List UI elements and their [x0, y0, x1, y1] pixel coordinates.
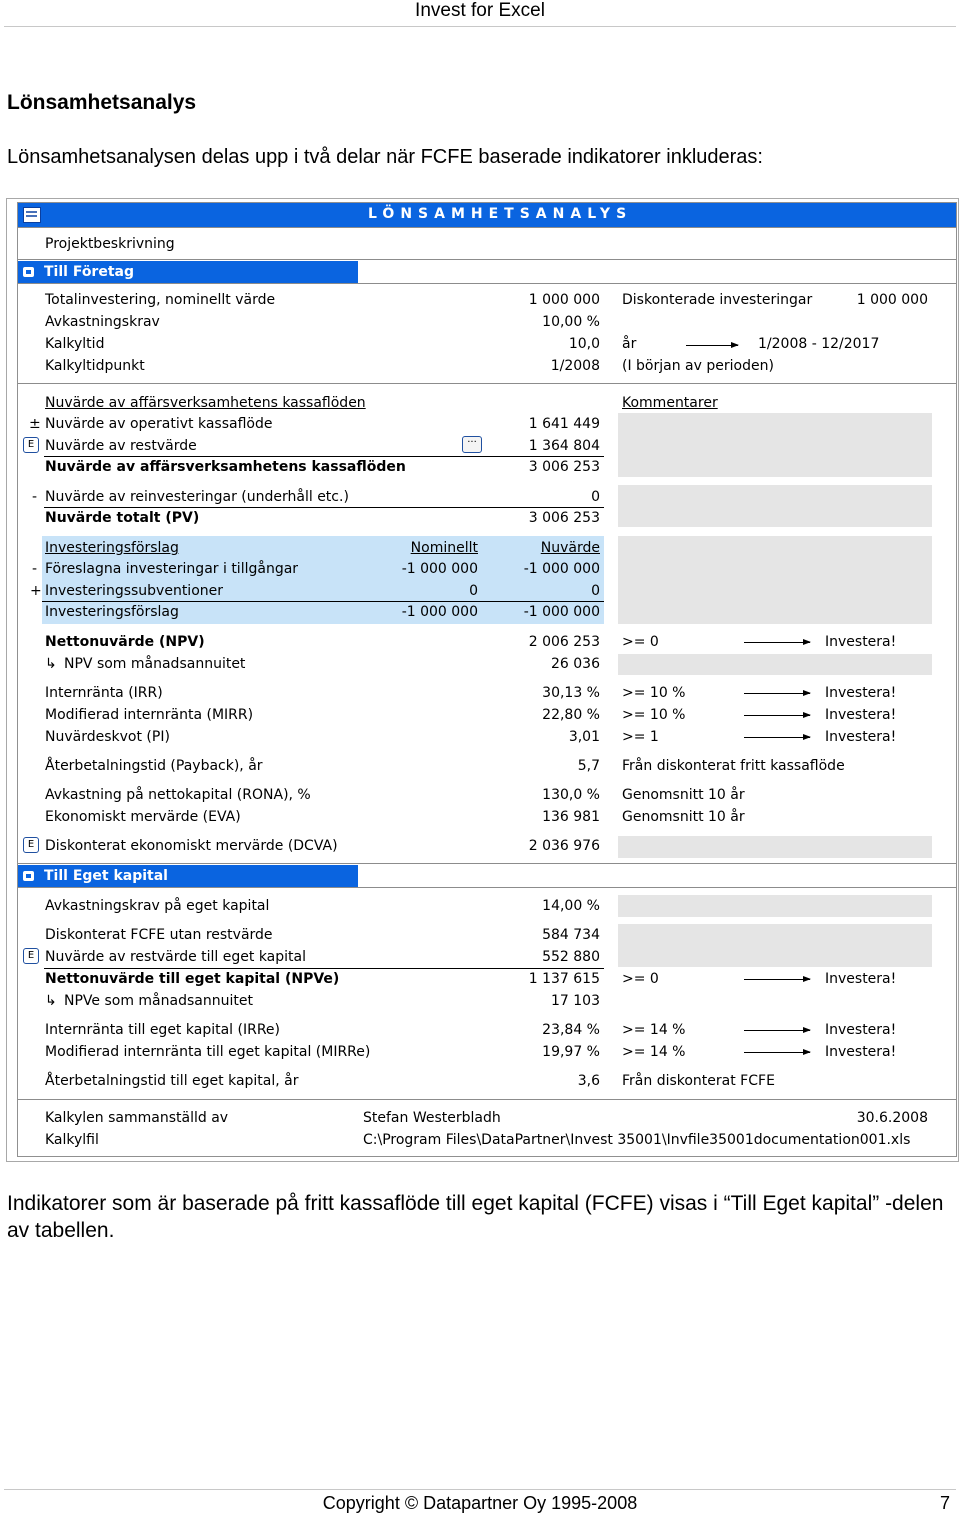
- row-label: Kalkylen sammanställd av: [45, 1110, 229, 1126]
- collapse-icon[interactable]: [23, 871, 34, 881]
- compiled-by-value: Stefan Westerbladh: [363, 1110, 501, 1126]
- comment-box[interactable]: [618, 924, 932, 967]
- header-divider: [4, 26, 956, 27]
- comment-box[interactable]: [618, 654, 932, 675]
- row-criterion: >= 10 %: [622, 685, 686, 701]
- section-title: Lönsamhetsanalys: [7, 91, 197, 114]
- intro-text: Lönsamhetsanalysen delas upp i två delar när FCFE baserade indikatorer inkluderas:: [7, 146, 763, 168]
- row-value: 10,00 %: [542, 314, 600, 330]
- row-label: Ekonomiskt mervärde (EVA): [45, 809, 241, 825]
- row-criterion: >= 0: [622, 634, 659, 650]
- row-value: 1 641 449: [528, 416, 600, 432]
- sheet-menu-icon[interactable]: [23, 207, 41, 223]
- arrow-icon: [744, 642, 810, 643]
- row-nominal: -1 000 000: [401, 604, 478, 620]
- row-value: 17 103: [551, 993, 600, 1009]
- expand-icon[interactable]: E: [23, 437, 39, 453]
- row-nominal: -1 000 000: [401, 561, 478, 577]
- row-value: 10,0: [568, 336, 600, 352]
- row-value: 3 006 253: [528, 459, 600, 475]
- row-label: Nettonuvärde (NPV): [45, 634, 205, 650]
- row-sign: -: [32, 489, 38, 505]
- row-label: Nettonuvärde till eget kapital (NPVe): [45, 971, 340, 987]
- row-label: Nuvärdeskvot (PI): [45, 729, 170, 745]
- sub-arrow-icon: ↳: [45, 656, 57, 672]
- row-value: 26 036: [551, 656, 600, 672]
- section-bar-company[interactable]: [18, 261, 358, 283]
- invest-header-nominal: Nominellt: [410, 540, 478, 556]
- row-value: 3,6: [577, 1073, 600, 1089]
- expand-icon[interactable]: E: [23, 948, 39, 964]
- row-sign: -: [32, 561, 38, 577]
- row-result: Investera!: [825, 634, 897, 650]
- comment-box[interactable]: [618, 836, 932, 858]
- row-label: Diskonterade investeringar: [622, 292, 813, 308]
- row-value: 5,7: [577, 758, 600, 774]
- comment-box[interactable]: [618, 536, 932, 624]
- row-label: Återbetalningstid (Payback), år: [45, 758, 263, 774]
- row-result: Investera!: [825, 1044, 897, 1060]
- row-unit: år: [622, 336, 637, 352]
- row-label: Återbetalningstid till eget kapital, år: [45, 1073, 299, 1089]
- row-criterion: >= 1: [622, 729, 659, 745]
- arrow-icon: [744, 737, 810, 738]
- row-value: 22,80 %: [542, 707, 600, 723]
- row-label: Nuvärde totalt (PV): [45, 510, 200, 526]
- row-note: Genomsnitt 10 år: [622, 787, 745, 803]
- row-value: 1 000 000: [528, 292, 600, 308]
- row-criterion: >= 10 %: [622, 707, 686, 723]
- row-value: 19,97 %: [542, 1044, 600, 1060]
- row-result: Investera!: [825, 707, 897, 723]
- project-description-link[interactable]: Projektbeskrivning: [45, 236, 175, 252]
- sub-arrow-icon: ↳: [45, 993, 57, 1009]
- row-label: Diskonterat ekonomiskt mervärde (DCVA): [45, 838, 338, 854]
- row-value: 1 000 000: [856, 292, 928, 308]
- row-value: 1/2008: [550, 358, 600, 374]
- row-result: Investera!: [825, 729, 897, 745]
- section-bar-equity[interactable]: [18, 865, 358, 887]
- row-label: Avkastningskrav på eget kapital: [45, 898, 270, 914]
- row-label: Investeringssubventioner: [45, 583, 224, 599]
- row-value: 130,0 %: [542, 787, 600, 803]
- arrow-icon: [744, 715, 810, 716]
- row-value: 3,01: [568, 729, 600, 745]
- footer-copyright: Copyright © Datapartner Oy 1995-2008: [322, 1493, 638, 1513]
- row-label: Kalkyltidpunkt: [45, 358, 145, 374]
- row-value: 14,00 %: [542, 898, 600, 914]
- row-nominal: 0: [469, 583, 478, 599]
- row-note: Genomsnitt 10 år: [622, 809, 745, 825]
- row-value: 30,13 %: [542, 685, 600, 701]
- row-label: Internränta till eget kapital (IRRe): [45, 1022, 280, 1038]
- row-label: Avkastningskrav: [45, 314, 160, 330]
- row-result: Investera!: [825, 1022, 897, 1038]
- sheet-title: LÖNSAMHETSANALYS: [368, 206, 633, 222]
- row-label: Investeringsförslag: [45, 604, 179, 620]
- row-criterion: >= 14 %: [622, 1022, 686, 1038]
- comment-box[interactable]: [618, 895, 932, 917]
- invest-header-pv: Nuvärde: [540, 540, 600, 556]
- compiled-date: 30.6.2008: [856, 1110, 928, 1126]
- arrow-icon: [744, 1030, 810, 1031]
- row-label: Avkastning på nettokapital (RONA), %: [45, 787, 311, 803]
- sheet-frame: [17, 202, 957, 1157]
- row-label: Nuvärde av restvärde till eget kapital: [45, 949, 306, 965]
- expand-icon[interactable]: E: [23, 837, 39, 853]
- arrow-icon: [686, 345, 738, 346]
- row-value: 0: [591, 583, 600, 599]
- invest-header-label: Investeringsförslag: [45, 540, 179, 556]
- row-value: 3 006 253: [528, 510, 600, 526]
- row-label: Nuvärde av operativt kassaflöde: [45, 416, 273, 432]
- row-label: NPV som månadsannuitet: [64, 656, 246, 672]
- comment-box[interactable]: [618, 413, 932, 477]
- more-options-icon[interactable]: ···: [462, 436, 482, 453]
- sheet-title-bar: [18, 203, 956, 227]
- row-label: Föreslagna investeringar i tillgångar: [45, 561, 299, 577]
- comment-box[interactable]: [618, 485, 932, 527]
- comments-header: Kommentarer: [622, 395, 718, 411]
- row-label: NPVe som månadsannuitet: [64, 993, 253, 1009]
- row-result: Investera!: [825, 685, 897, 701]
- row-label: Nuvärde av restvärde: [45, 438, 197, 454]
- document-header: Invest for Excel: [415, 0, 545, 21]
- file-path: C:\Program Files\DataPartner\Invest 35001\Invfile35001documentation001.xls: [363, 1132, 911, 1148]
- arrow-icon: [744, 1052, 810, 1053]
- row-range: 1/2008 - 12/2017: [758, 336, 880, 352]
- row-value: 136 981: [542, 809, 600, 825]
- spreadsheet-screenshot: [6, 198, 959, 1162]
- section-label-company: Till Företag: [44, 264, 134, 280]
- row-value: 2 036 976: [528, 838, 600, 854]
- row-label: Kalkylfil: [45, 1132, 99, 1148]
- row-value: 2 006 253: [528, 634, 600, 650]
- row-note: (I början av perioden): [622, 358, 774, 374]
- arrow-icon: [744, 979, 810, 980]
- row-value: 23,84 %: [542, 1022, 600, 1038]
- row-label: Modifierad internränta (MIRR): [45, 707, 254, 723]
- row-label: Internränta (IRR): [45, 685, 163, 701]
- row-label: Nuvärde av reinvesteringar (underhåll etc.): [45, 489, 349, 505]
- arrow-icon: [744, 693, 810, 694]
- row-value: 552 880: [542, 949, 600, 965]
- row-note: Från diskonterat FCFE: [622, 1073, 775, 1089]
- row-criterion: >= 0: [622, 971, 659, 987]
- row-value: 0: [591, 489, 600, 505]
- row-sign: ±: [29, 416, 41, 432]
- row-label: Diskonterat FCFE utan restvärde: [45, 927, 273, 943]
- section-label-equity: Till Eget kapital: [44, 868, 168, 884]
- row-label: Modifierad internränta till eget kapital (MIRRe): [45, 1044, 371, 1060]
- footer-divider: [4, 1489, 956, 1490]
- row-value: 1 364 804: [528, 438, 600, 454]
- row-label: Kalkyltid: [45, 336, 105, 352]
- pv-header: Nuvärde av affärsverksamhetens kassaflöden: [45, 395, 366, 411]
- row-sign: +: [30, 583, 42, 599]
- row-criterion: >= 14 %: [622, 1044, 686, 1060]
- row-value: 584 734: [542, 927, 600, 943]
- row-value: -1 000 000: [523, 561, 600, 577]
- page-number: 7: [940, 1493, 951, 1513]
- row-label: Nuvärde av affärsverksamhetens kassaflöden: [45, 459, 406, 475]
- collapse-icon[interactable]: [23, 267, 34, 277]
- outro-text: Indikatorer som är baserade på fritt kassaflöde till eget kapital (FCFE) visas i “Till Eget kapital” -delen av tabellen.: [7, 1192, 944, 1242]
- row-result: Investera!: [825, 971, 897, 987]
- row-label: Totalinvestering, nominellt värde: [45, 292, 276, 308]
- row-value: -1 000 000: [523, 604, 600, 620]
- row-value: 1 137 615: [528, 971, 600, 987]
- row-note: Från diskonterat fritt kassaflöde: [622, 758, 845, 774]
